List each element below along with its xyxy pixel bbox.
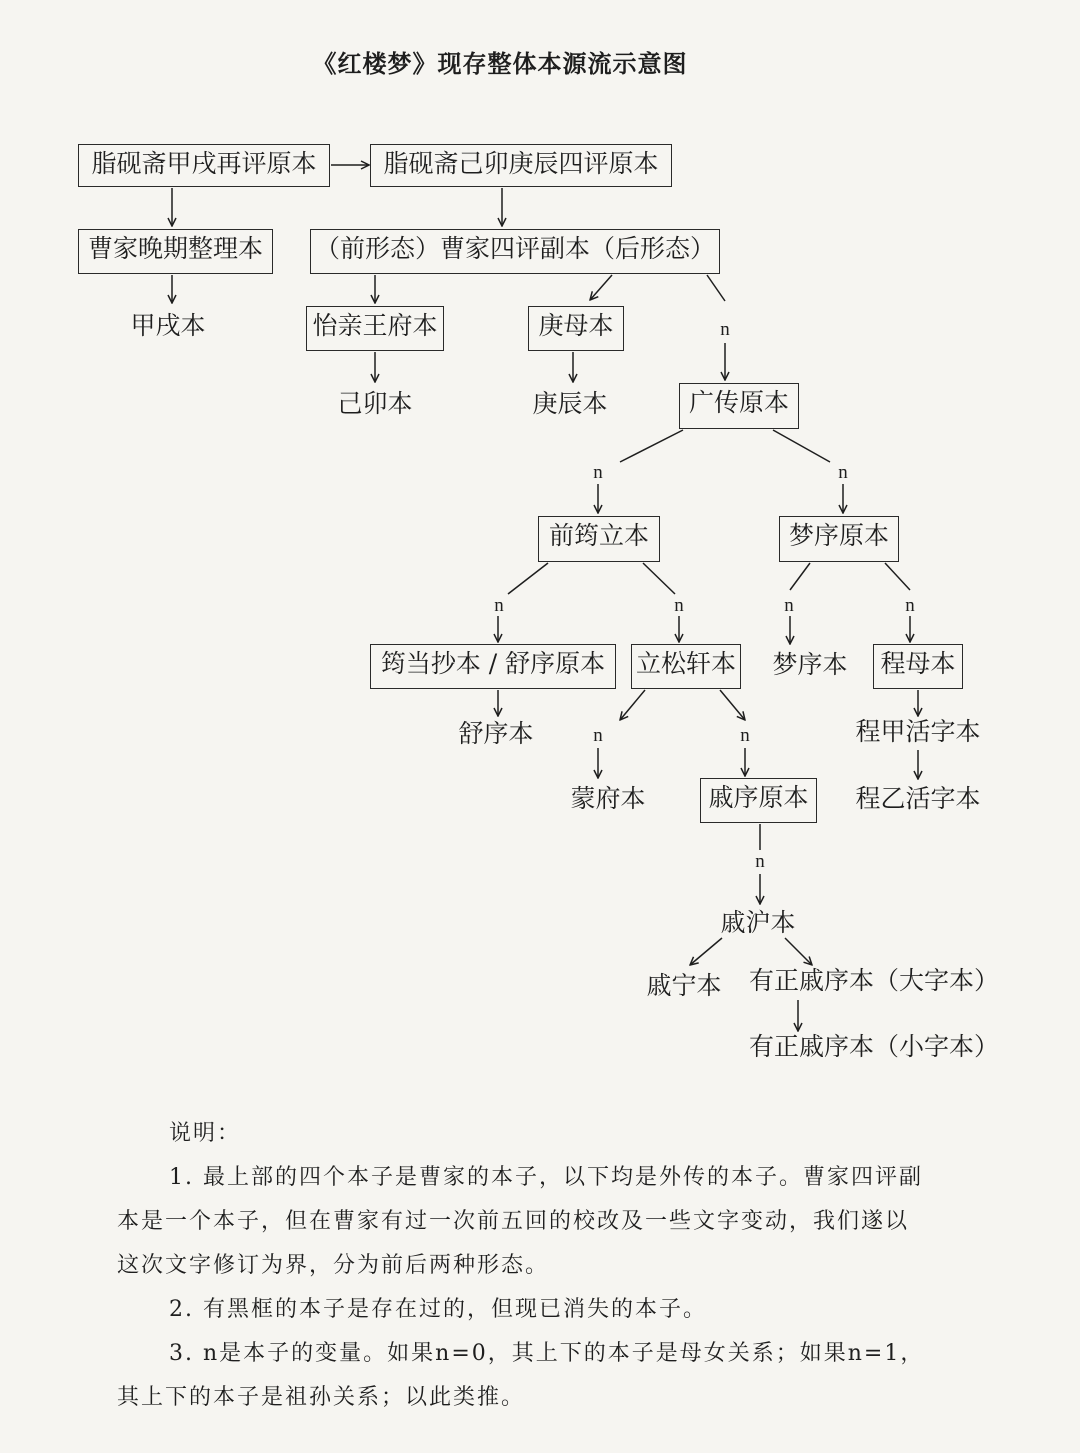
node-qining: 戚宁本 — [646, 971, 722, 1000]
arrow-qianjun-to-n5 — [643, 563, 675, 594]
node-jiaxu-original: 脂砚斋甲戌再评原本 — [78, 144, 330, 187]
arrow-mengxu-orig-to-n6 — [790, 563, 810, 590]
n-label: n — [593, 462, 603, 483]
arrow-guangchuan-to-n3 — [773, 430, 830, 462]
node-qixu-original: 戚序原本 — [700, 778, 817, 823]
n-label: n — [720, 319, 730, 340]
node-chengyi: 程乙活字本 — [855, 784, 981, 813]
node-gengmu: 庚母本 — [528, 306, 624, 351]
node-jimao-original: 脂砚斋己卯庚辰四评原本 — [370, 144, 672, 187]
node-mengxu-original: 梦序原本 — [779, 516, 899, 562]
arrow-qianjun-to-n4 — [508, 563, 548, 594]
arrow-guangchuan-to-n2 — [620, 430, 683, 462]
arrow-cao-copy-to-n1 — [707, 275, 725, 301]
arrow-cao-copy-to-gengmu — [590, 275, 612, 300]
n-label: n — [593, 725, 603, 746]
node-cao-copy: （前形态）曹家四评副本（后形态） — [310, 229, 720, 274]
node-yiqinwang: 怡亲王府本 — [306, 306, 444, 351]
node-jiaxu: 甲戌本 — [130, 311, 206, 340]
node-lisong: 立松轩本 — [631, 644, 741, 689]
node-shuxu: 舒序本 — [458, 719, 534, 748]
node-chengjia: 程甲活字本 — [855, 717, 981, 746]
node-gengchen: 庚辰本 — [532, 389, 608, 418]
arrow-mengxu-orig-to-n7 — [885, 563, 910, 590]
notes-section — [117, 1112, 927, 1420]
node-youzheng-small: 有正戚序本（小字本） — [748, 1032, 999, 1061]
node-chengmu: 程母本 — [873, 644, 963, 689]
n-label: n — [838, 462, 848, 483]
node-qianjun: 前筠立本 — [538, 516, 660, 562]
node-mengxu: 梦序本 — [772, 650, 848, 679]
n-label: n — [494, 595, 504, 616]
node-mengfu: 蒙府本 — [570, 784, 646, 813]
note-3: 3. n是本子的变量。如果n=0，其上下的本子是母女关系；如果n=1，其上下的本子是祖孙关系；以此类推。 — [117, 1341, 925, 1410]
arrow-lisong-to-n8 — [620, 690, 645, 720]
node-cao-late: 曹家晚期整理本 — [78, 229, 273, 274]
n-label: n — [674, 595, 684, 616]
n-label: n — [755, 851, 765, 872]
notes-heading: 说明： — [169, 1121, 242, 1146]
note-1: 1. 最上部的四个本子是曹家的本子，以下均是外传的本子。曹家四评副本是一个本子，但在曹家有过一次前五回的校改及一些文字变动，我们遂以这次文字修订为界，分为前后两种形态。 — [117, 1165, 923, 1278]
n-label: n — [740, 725, 750, 746]
note-2: 2. 有黑框的本子是存在过的，但现已消失的本子。 — [169, 1297, 707, 1322]
arrow-lisong-to-n9 — [720, 690, 745, 720]
node-guangchuan: 广传原本 — [679, 383, 799, 429]
n-label: n — [905, 595, 915, 616]
node-qihu: 戚沪本 — [720, 908, 796, 937]
node-youzheng-big: 有正戚序本（大字本） — [748, 966, 999, 995]
n-label: n — [784, 595, 794, 616]
node-jundang: 筠当抄本 / 舒序原本 — [370, 644, 616, 689]
node-jimao: 己卯本 — [337, 389, 413, 418]
diagram-title: 《红楼梦》现存整体本源流示意图 — [312, 49, 688, 78]
